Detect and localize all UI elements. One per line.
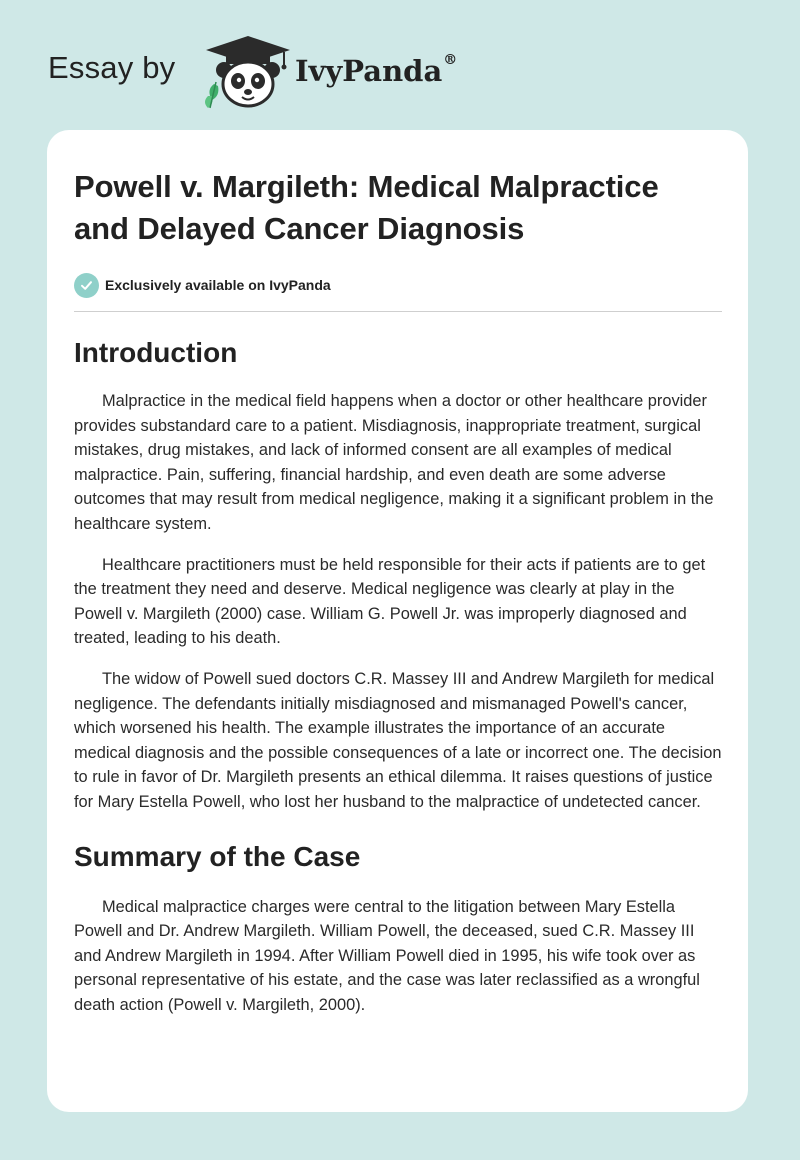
- paragraph: Healthcare practitioners must be held responsible for their acts if patients are to get the treatment they need and deserve. Medical negligence was clearly at play in the Powell v. Margileth (2000) case. William G. Powell Jr. was improperly diagnosed and treated, leading to his death.: [74, 555, 706, 648]
- site-header: [0, 0, 800, 120]
- panda-graduate-icon[interactable]: [200, 34, 296, 110]
- ivypanda-wordmark[interactable]: IvyPanda®: [295, 52, 458, 88]
- divider: [74, 311, 722, 312]
- essay-card: [47, 130, 748, 1112]
- exclusive-label: Exclusively available on IvyPanda: [105, 277, 331, 293]
- essay-by-label: Essay by: [48, 50, 176, 85]
- paragraph: The widow of Powell sued doctors C.R. Massey III and Andrew Margileth for medical negligence. The defendants initially misdiagnosed and mismanaged Powell's cancer, which worsened his health. The example illustrates the importance of an accurate medical diagnosis and the possible consequences of a late or incorrect one. The decision to rule in favor of Dr. Margileth presents an ethical dilemma. It raises questions of justice for Mary Estella Powell, who lost her husband to the malpractice of undetected cancer.: [74, 669, 722, 811]
- exclusive-badge: [74, 272, 722, 298]
- paragraph: Medical malpractice charges were central to the litigation between Mary Estella Powell and Dr. Andrew Margileth. William Powell, the deceased, sued C.R. Massey III and Andrew Margileth in 1994. After William Powell died in 1995, his wife took over as personal representative of his estate, and the case was later reclassified as a wrongful death action (Powell v. Margileth, 2000).: [74, 897, 700, 1014]
- section-heading-introduction: Introduction: [74, 337, 238, 368]
- paragraph: Malpractice in the medical field happens when a doctor or other healthcare provider provides substandard care to a patient. Misdiagnosis, inappropriate treatment, surgical mistakes, drug mistakes, and lack of informed consent are all examples of medical malpractice. Pain, suffering, financial hardship, and even death are some adverse outcomes that may result from medical negligence, making it a significant problem in the healthcare system.: [74, 392, 714, 533]
- essay-title: Powell v. Margileth: Medical Malpractice and Delayed Cancer Diagnosis: [74, 169, 659, 246]
- check-icon: [74, 273, 99, 298]
- section-heading-summary: Summary of the Case: [74, 840, 361, 872]
